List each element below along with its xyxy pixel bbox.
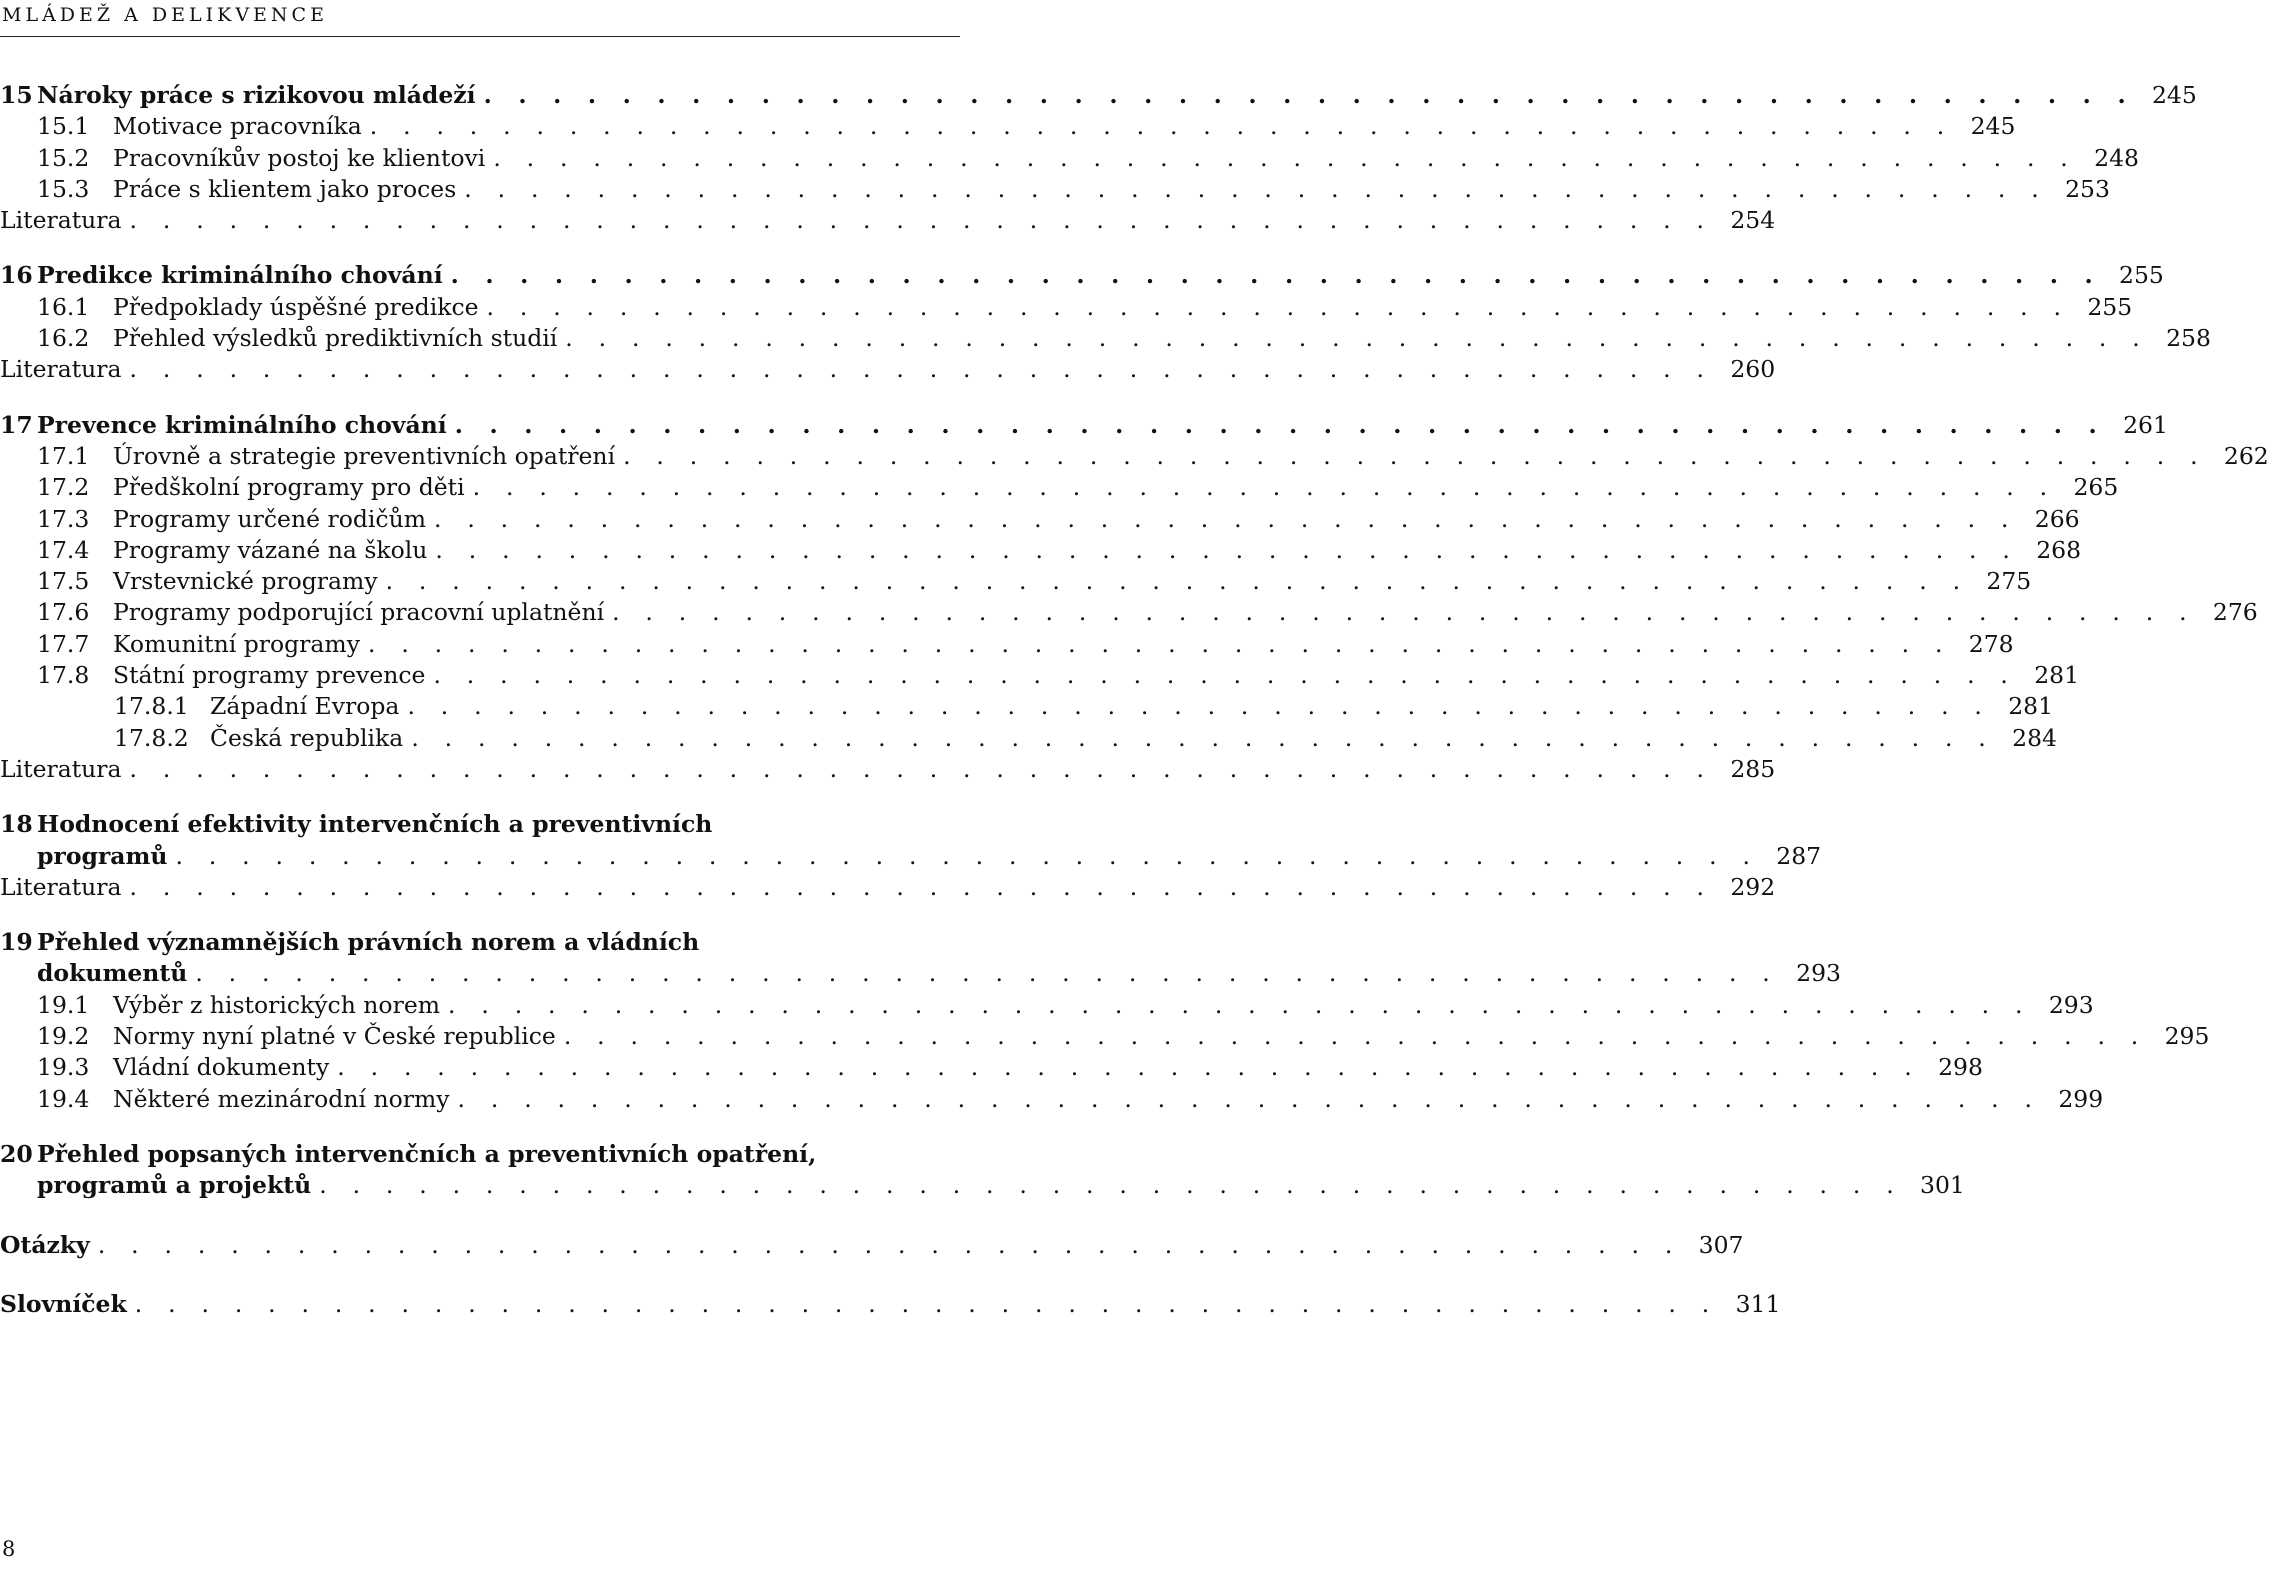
header-rule (0, 36, 960, 37)
page-number: 260 (1730, 355, 1776, 384)
page-number: 278 (1968, 629, 2014, 658)
dot-leader: . . . . . . . . . . . . . . . . . . . . . . . . . . . . . . . . . . . . . . . . . . . . . . . . (563, 1022, 2148, 1051)
toc-chapter-18[interactable] (0, 809, 1822, 872)
section-number: 19.1 (37, 990, 90, 1019)
dot-leader: . . . . . . . . . . . . . . . . . . . . . . . . . . . . . . . . . . . . . . . . . . . . . . . . (464, 174, 2048, 203)
section-number: 17.8 (37, 661, 90, 690)
chapter-number: 18 (0, 810, 33, 839)
toc-section-17-2[interactable] (0, 472, 2119, 503)
chapter-first-line (0, 927, 699, 958)
dot-leader: . . . . . . . . . . . . . . . . . . . . . . . . . . . . . . . . . . . . . . . . . . . . . . . . (97, 1230, 1682, 1259)
section-title: Některé mezinárodní normy (113, 1084, 450, 1113)
toc-section-17-7[interactable] (0, 629, 2014, 660)
subsection-title: Česká republika (210, 723, 404, 752)
toc-otazky[interactable] (0, 1230, 1744, 1261)
section-title: Programy podporující pracovní uplatnění (113, 598, 605, 627)
section-title: Vládní dokumenty (113, 1053, 330, 1082)
literature-title: Literatura (0, 754, 122, 783)
toc-section-17-1[interactable] (0, 441, 2269, 472)
toc-literature-17[interactable] (0, 754, 1776, 785)
section-title: Přehled výsledků prediktivních studií (113, 324, 558, 353)
page-number: 281 (2034, 661, 2080, 690)
page-number: 299 (2058, 1084, 2104, 1113)
section-number: 15.2 (37, 143, 90, 172)
section-number: 16.1 (37, 292, 90, 321)
chapter-title: Nároky práce s rizikovou mládeží (37, 81, 476, 109)
page-number: 261 (2123, 410, 2168, 439)
page-number: 245 (1970, 112, 2016, 141)
dot-leader: . . . . . . . . . . . . . . . . . . . . . . . . . . . . . . . . . . . . . . . . . . . . . . . . (493, 143, 2077, 172)
toc-section-19-3[interactable] (0, 1052, 1983, 1083)
section-title: Programy určené rodičům (113, 504, 426, 533)
page-number: 307 (1698, 1230, 1744, 1259)
subsection-number: 17.8.1 (114, 692, 189, 721)
dot-leader: . . . . . . . . . . . . . . . . . . . . . . . . . . . . . . . . . . . . . . . . . . . . . . . . (433, 504, 2018, 533)
dot-leader: . . . . . . . . . . . . . . . . . . . . . . . . . . . . . . . . . . . . . . . . . . . . . . . . (367, 629, 1952, 658)
toc-section-19-1[interactable] (0, 990, 2094, 1021)
toc-section-17-4[interactable] (0, 535, 2082, 566)
section-number: 17.7 (37, 629, 90, 658)
dot-leader: . . . . . . . . . . . . . . . . . . . . . . . . . . . . . . . . . . . . . . . . . . . . . . . . (129, 206, 1714, 235)
toc-literature-16[interactable] (0, 354, 1776, 385)
section-title: Vrstevnické programy (113, 567, 378, 596)
dot-leader: . . . . . . . . . . . . . . . . . . . . . . . . . . . . . . . . . . . . . . . . . . . . . . . . (623, 441, 2207, 470)
section-number: 15.3 (37, 174, 90, 203)
page-number: 292 (1730, 872, 1776, 901)
page-number: 265 (2073, 473, 2119, 502)
page-number: 255 (2119, 261, 2164, 290)
section-number: 15.1 (37, 112, 90, 141)
toc-section-17-5[interactable] (0, 566, 2032, 597)
section-title: Úrovně a strategie preventivních opatření (113, 441, 616, 470)
toc-section-19-4[interactable] (0, 1084, 2104, 1115)
toc-section-16-1[interactable] (0, 292, 2133, 323)
page-number: 287 (1776, 841, 1822, 870)
section-number: 17.3 (37, 504, 90, 533)
dot-leader: . . . . . . . . . . . . . . . . . . . . . . . . . . . . . . . . . . . . . . . . . . . . . . . . (435, 535, 2020, 564)
dot-leader: . . . . . . . . . . . . . . . . . . . . . . . . . . . . . . . . . . . . . . . . . . . . . . . . (612, 598, 2196, 627)
dot-leader: . . . . . . . . . . . . . . . . . . . . . . . . . . . . . . . . . . . . . . . . . . . . . . . . (407, 692, 1992, 721)
literature-title: Literatura (0, 206, 122, 235)
running-header: MLÁDEŽ A DELIKVENCE (2, 4, 328, 26)
section-number: 17.2 (37, 473, 90, 502)
page-number: 301 (1920, 1171, 1965, 1200)
toc-chapter-16[interactable] (0, 260, 2164, 291)
page-number: 253 (2065, 174, 2110, 203)
section-number: 19.3 (37, 1053, 90, 1082)
page-number: 276 (2212, 598, 2258, 627)
toc-chapter-19[interactable] (0, 927, 1841, 990)
toc-chapter-17[interactable] (0, 410, 2168, 441)
subsection-number: 17.8.2 (114, 723, 189, 752)
page-number: 254 (1730, 206, 1776, 235)
dot-leader: . . . . . . . . . . . . . . . . . . . . . . . . . . . . . . . . . . . . . . . . . . . . . . . . (411, 723, 1995, 752)
dot-leader: . . . . . . . . . . . . . . . . . . . . . . . . . . . . . . . . . . . . . . . . . . . . . . . . (129, 355, 1714, 384)
page-number: 284 (2012, 723, 2057, 752)
page-number: 285 (1730, 754, 1776, 783)
dot-leader: . . . . . . . . . . . . . . . . . . . . . . . . . . . . . . . . . . . . . . . . . . . . . . . . (129, 872, 1714, 901)
dot-leader: . . . . . . . . . . . . . . . . . . . . . . . . . . . . . . . . . . . . . . . . . . . . . . . . (433, 661, 2018, 690)
page-number: 268 (2036, 535, 2082, 564)
toc-subsection-17-8-1[interactable] (0, 691, 2054, 722)
dot-leader: . . . . . . . . . . . . . . . . . . . . . . . . . . . . . . . . . . . . . . . . . . . . . . . . (454, 410, 2106, 439)
toc-slovnicek[interactable] (0, 1289, 1781, 1320)
chapter-title-line1: Přehled významnějších právních norem a vládních (37, 928, 700, 957)
literature-title: Literatura (0, 355, 122, 384)
chapter-first-line (0, 809, 712, 840)
section-title: Předškolní programy pro děti (113, 473, 465, 502)
section-number: 19.4 (37, 1084, 90, 1113)
dot-leader: . . . . . . . . . . . . . . . . . . . . . . . . . . . . . . . . . . . . . . . . . . . . . . . . (175, 841, 1760, 870)
toc-section-15-3[interactable] (0, 174, 2110, 205)
otazky-title: Otázky (0, 1230, 90, 1259)
dot-leader: . . . . . . . . . . . . . . . . . . . . . . . . . . . . . . . . . . . . . . . . . . . . . . . . (195, 959, 1779, 988)
toc-section-17-8[interactable] (0, 660, 2080, 691)
section-title: Programy vázané na školu (113, 535, 428, 564)
chapter-title-line2: programů (37, 841, 168, 870)
page-number: 275 (1986, 567, 2032, 596)
section-number: 17.5 (37, 567, 90, 596)
dot-leader: . . . . . . . . . . . . . . . . . . . . . . . . . . . . . . . . . . . . . . . . . . . . . . . . (450, 261, 2102, 290)
page-number: 248 (2094, 143, 2139, 172)
page-number: 295 (2164, 1022, 2210, 1051)
chapter-title-line2: dokumentů (37, 959, 188, 988)
page-number: 255 (2087, 292, 2133, 321)
dot-leader: . . . . . . . . . . . . . . . . . . . . . . . . . . . . . . . . . . . . . . . . . . . . . . . . (319, 1171, 1903, 1200)
toc-section-17-3[interactable] (0, 504, 2080, 535)
dot-leader: . . . . . . . . . . . . . . . . . . . . . . . . . . . . . . . . . . . . . . . . . . . . . . . . (565, 324, 2149, 353)
toc-chapter-20[interactable] (0, 1139, 1965, 1202)
section-title: Státní programy prevence (113, 661, 426, 690)
section-title: Předpoklady úspěšné predikce (113, 292, 479, 321)
toc-section-19-2[interactable] (0, 1021, 2210, 1052)
chapter-title-line2: programů a projektů (37, 1171, 312, 1200)
dot-leader: . . . . . . . . . . . . . . . . . . . . . . . . . . . . . . . . . . . . . . . . . . . . . . . . (457, 1084, 2042, 1113)
section-number: 16.2 (37, 324, 90, 353)
toc-chapter-15[interactable] (0, 80, 2197, 111)
toc-literature-18[interactable] (0, 872, 1776, 903)
toc-section-15-2[interactable] (0, 143, 2139, 174)
dot-leader: . . . . . . . . . . . . . . . . . . . . . . . . . . . . . . . . . . . . . . . . . . . . . . . . (129, 754, 1714, 783)
footer-page-number: 8 (2, 1537, 16, 1561)
toc-section-15-1[interactable] (0, 111, 2016, 142)
table-of-contents (0, 80, 2269, 1320)
section-number: 19.2 (37, 1022, 90, 1051)
dot-leader: . . . . . . . . . . . . . . . . . . . . . . . . . . . . . . . . . . . . . . . . . . . . . . . . (483, 81, 2135, 109)
page-number: 262 (2223, 441, 2269, 470)
slovnicek-title: Slovníček (0, 1289, 127, 1318)
page-number: 311 (1735, 1289, 1781, 1318)
dot-leader: . . . . . . . . . . . . . . . . . . . . . . . . . . . . . . . . . . . . . . . . . . . . . . . . (448, 990, 2032, 1019)
page-number: 245 (2151, 81, 2197, 109)
section-number: 17.6 (37, 598, 90, 627)
chapter-number: 17 (0, 410, 33, 439)
dot-leader: . . . . . . . . . . . . . . . . . . . . . . . . . . . . . . . . . . . . . . . . . . . . . . . . (134, 1289, 1719, 1318)
chapter-number: 19 (0, 928, 33, 957)
chapter-title: Predikce kriminálního chování (37, 261, 443, 290)
section-number: 17.4 (37, 535, 90, 564)
chapter-number: 20 (0, 1139, 33, 1168)
dot-leader: . . . . . . . . . . . . . . . . . . . . . . . . . . . . . . . . . . . . . . . . . . . . . . . . (486, 292, 2071, 321)
page-number: 293 (2048, 990, 2094, 1019)
dot-leader: . . . . . . . . . . . . . . . . . . . . . . . . . . . . . . . . . . . . . . . . . . . . . . . . (369, 112, 1954, 141)
chapter-title-line1: Přehled popsaných intervenčních a preventivních opatření, (37, 1139, 817, 1168)
section-title: Výběr z historických norem (113, 990, 441, 1019)
chapter-number: 16 (0, 261, 33, 290)
toc-subsection-17-8-2[interactable] (0, 723, 2057, 754)
section-title: Komunitní programy (113, 629, 360, 658)
page-number: 281 (2008, 692, 2054, 721)
toc-section-17-6[interactable] (0, 597, 2258, 628)
chapter-first-line (0, 1139, 816, 1170)
section-title: Práce s klientem jako proces (113, 174, 457, 203)
toc-literature-15[interactable] (0, 205, 1776, 236)
section-title: Pracovníkův postoj ke klientovi (113, 143, 486, 172)
page-number: 266 (2034, 504, 2080, 533)
dot-leader: . . . . . . . . . . . . . . . . . . . . . . . . . . . . . . . . . . . . . . . . . . . . . . . . (337, 1053, 1921, 1082)
chapter-title: Prevence kriminálního chování (37, 410, 447, 439)
subsection-title: Západní Evropa (210, 692, 400, 721)
toc-section-16-2[interactable] (0, 323, 2211, 354)
page-number: 258 (2166, 324, 2211, 353)
section-number: 17.1 (37, 441, 90, 470)
page-number: 298 (1938, 1053, 1983, 1082)
dot-leader: . . . . . . . . . . . . . . . . . . . . . . . . . . . . . . . . . . . . . . . . . . . . . . . . (472, 473, 2057, 502)
literature-title: Literatura (0, 872, 122, 901)
page-number: 293 (1796, 959, 1841, 988)
chapter-title-line1: Hodnocení efektivity intervenčních a preventivních (37, 810, 713, 839)
chapter-number: 15 (0, 81, 33, 109)
dot-leader: . . . . . . . . . . . . . . . . . . . . . . . . . . . . . . . . . . . . . . . . . . . . . . . . (385, 567, 1970, 596)
section-title: Normy nyní platné v České republice (113, 1022, 556, 1051)
section-title: Motivace pracovníka (113, 112, 362, 141)
